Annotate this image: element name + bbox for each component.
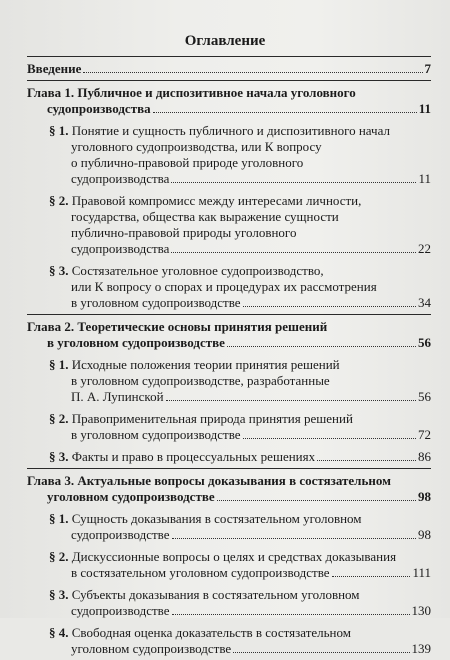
page-number: 34 — [418, 295, 431, 310]
toc-entry-line — [49, 511, 431, 527]
toc-entry-line — [49, 279, 431, 295]
toc-entry-text: судопроизводства — [71, 241, 170, 256]
section-number: § 3. — [49, 263, 72, 278]
page-number: 111 — [412, 565, 431, 580]
section-number: § 4. — [49, 625, 72, 640]
toc-entry-line — [49, 357, 431, 373]
toc-section-entry[interactable] — [27, 446, 431, 468]
dot-leader — [171, 182, 416, 183]
toc-section-entry[interactable] — [27, 190, 431, 260]
toc-chapter-entry[interactable] — [27, 315, 431, 354]
toc-entry-text: Глава 3. Актуальные вопросы доказывания в состязательном — [27, 473, 391, 488]
page-number: 130 — [411, 603, 431, 618]
dot-leader — [153, 112, 417, 113]
toc-entry-text: в уголовном судопроизводстве — [71, 427, 241, 442]
section-number: § 1. — [49, 511, 72, 526]
dot-leader — [233, 652, 409, 653]
toc-section-entry[interactable] — [27, 546, 431, 584]
section-number: § 3. — [49, 449, 72, 464]
toc-entry-text: судопроизводства — [71, 171, 170, 186]
toc-entry-line — [27, 473, 431, 489]
toc-entry-text: уголовного судопроизводства, или К вопросу — [71, 139, 322, 154]
toc-entry-text: Введение — [27, 61, 82, 76]
toc-entry-text: уголовном судопроизводстве — [71, 641, 232, 656]
toc-entry-text: Понятие и сущность публичного и диспозитивного начал — [71, 123, 390, 138]
toc-entry-text: Факты и право в процессуальных решениях — [71, 449, 316, 464]
toc-entry-text: Состязательное уголовное судопроизводство, — [71, 263, 324, 278]
toc-section-entry[interactable] — [27, 584, 431, 622]
toc-entry-line — [49, 193, 431, 209]
page-title: Оглавление — [184, 33, 266, 49]
page-number: 98 — [418, 489, 431, 504]
section-number: § 2. — [49, 411, 72, 426]
toc-entry-line — [49, 139, 431, 155]
toc-chapter-entry[interactable] — [27, 57, 431, 80]
toc-entry-text: в уголовном судопроизводстве — [71, 295, 241, 310]
page-number: 11 — [418, 101, 431, 116]
toc-entry-text: П. А. Лупинской — [71, 389, 164, 404]
page-number: 56 — [418, 335, 431, 350]
toc-entry-line — [49, 263, 431, 279]
page-number: 98 — [418, 527, 431, 542]
dot-leader — [171, 252, 416, 253]
toc-entry-text: судопроизводстве — [71, 603, 170, 618]
toc-entry-line — [49, 155, 431, 171]
toc-entry-text: или К вопросу о спорах и процедурах их рассмотрения — [71, 279, 377, 294]
toc-section-entry[interactable] — [27, 120, 431, 190]
toc-entry-line — [49, 373, 431, 389]
toc-entry-text: в уголовном судопроизводстве, разработанные — [71, 373, 330, 388]
page-number: 139 — [411, 641, 431, 656]
dot-leader — [166, 400, 416, 401]
toc-entry-text: государства, общества как выражение сущности — [71, 209, 339, 224]
section-number: § 1. — [49, 123, 72, 138]
toc-entry-line — [49, 411, 431, 427]
toc-section-entry[interactable] — [27, 408, 431, 446]
toc-entry-text: Свободная оценка доказательств в состязательном — [71, 625, 351, 640]
toc-section-entry[interactable] — [27, 260, 431, 314]
section-number: § 2. — [49, 549, 72, 564]
dot-leader — [317, 460, 416, 461]
toc-entry-text: Глава 1. Публичное и диспозитивное начала уголовного — [27, 85, 356, 100]
toc-entry-line — [27, 85, 431, 101]
dot-leader — [243, 438, 416, 439]
toc-entry-text: Исходные положения теории принятия решений — [71, 357, 340, 372]
toc-entry-text: о публично-правовой природе уголовного — [71, 155, 304, 170]
toc-entry-text: Правовой компромисс между интересами личности, — [71, 193, 362, 208]
dot-leader — [217, 500, 416, 501]
page-number: 72 — [418, 427, 431, 442]
page-number: 11 — [418, 171, 431, 186]
toc-entry-text: Дискуссионные вопросы о целях и средствах доказывания — [71, 549, 397, 564]
toc-entry-text: Глава 2. Теоретические основы принятия решений — [27, 319, 328, 334]
toc-entry-text: уголовном судопроизводстве — [47, 489, 215, 504]
table-of-contents — [27, 56, 431, 660]
section-number: § 1. — [49, 357, 72, 372]
toc-entry-text: Правоприменительная природа принятия решений — [71, 411, 353, 426]
toc-entry-text: Сущность доказывания в состязательном уголовном — [71, 511, 362, 526]
dot-leader — [172, 538, 416, 539]
toc-entry-line — [27, 319, 431, 335]
dot-leader — [243, 306, 416, 307]
toc-entry-line — [49, 625, 431, 641]
toc-section-entry[interactable] — [27, 622, 431, 660]
toc-section-entry[interactable] — [27, 354, 431, 408]
toc-entry-text: Субъекты доказывания в состязательном уголовном — [71, 587, 360, 602]
toc-entry-line — [49, 225, 431, 241]
section-number: § 2. — [49, 193, 72, 208]
toc-entry-line — [49, 123, 431, 139]
toc-entry-text: публично-правовой природы уголовного — [71, 225, 297, 240]
toc-entry-text: судопроизводстве — [71, 527, 170, 542]
dot-leader — [83, 72, 422, 73]
page-number: 7 — [424, 61, 431, 76]
toc-entry-text: в уголовном судопроизводстве — [47, 335, 225, 350]
toc-chapter-entry[interactable] — [27, 469, 431, 508]
toc-entry-line — [49, 587, 431, 603]
page-number: 22 — [418, 241, 431, 256]
dot-leader — [172, 614, 410, 615]
page-number: 56 — [418, 389, 431, 404]
page-number: 86 — [418, 449, 431, 464]
dot-leader — [227, 346, 416, 347]
toc-entry-line — [49, 549, 431, 565]
toc-entry-text: судопроизводства — [47, 101, 151, 116]
toc-section-entry[interactable] — [27, 508, 431, 546]
toc-entry-line — [49, 209, 431, 225]
section-number: § 3. — [49, 587, 72, 602]
dot-leader — [332, 576, 411, 577]
toc-chapter-entry[interactable] — [27, 81, 431, 120]
toc-entry-text: в состязательном уголовном судопроизводстве — [71, 565, 330, 580]
